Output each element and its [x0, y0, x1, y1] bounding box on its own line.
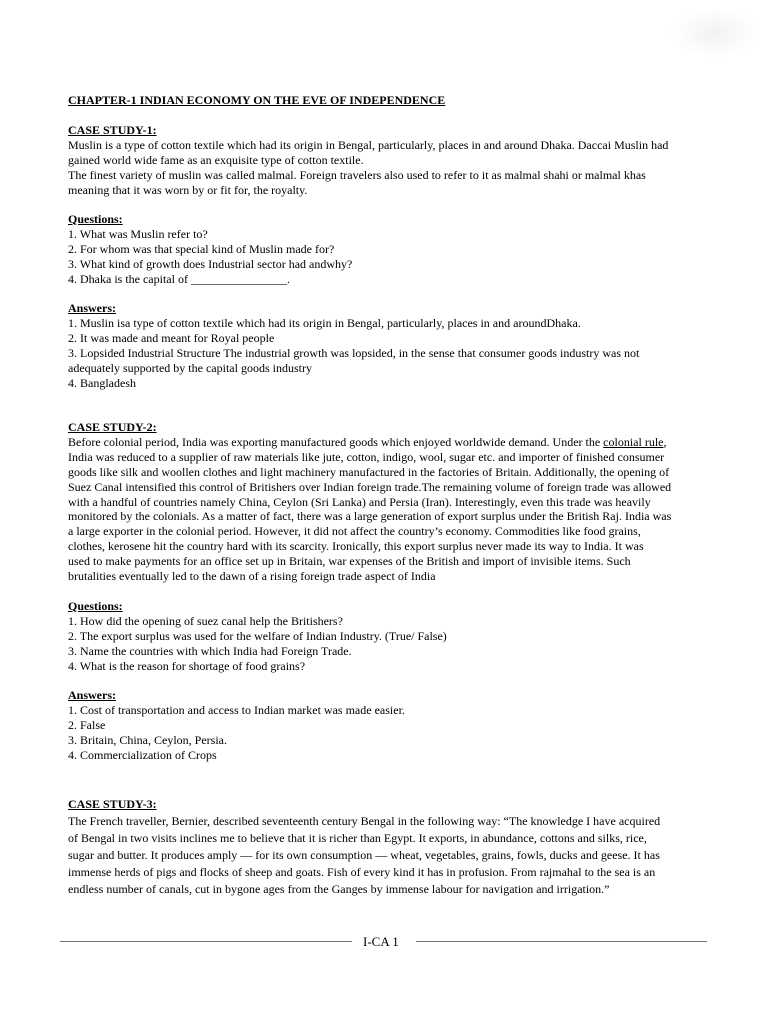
- answers-heading: Answers:: [68, 301, 116, 315]
- case-study-2-heading: CASE STUDY-2:: [68, 420, 157, 434]
- answers-heading: Answers:: [68, 688, 116, 702]
- cs2-para-line: used to make payments for an office set up in Britain, war expenses of the British and import of invisible items. Such: [68, 554, 631, 569]
- cs2-para-line: India was reduced to a supplier of raw materials like jute, cotton, indigo, wool, sugar etc. and importer of finished consumer: [68, 449, 665, 464]
- question-item: 3. Name the countries with which India had Foreign Trade.: [68, 643, 352, 658]
- cs3-para-line: sugar and butter. It produces amply — for its own consumption — wheat, vegetables, grains, fowls, ducks and geese. It has: [68, 847, 660, 862]
- cs2-para-line: Suez Canal intensified this control of Britishers over Indian foreign trade.The remaining volume of foreign trade was allowed: [68, 479, 672, 494]
- cs2-para-line: a large exporter in the colonial period. However, it did not affect the country’s economy. Commodities like food grains,: [68, 524, 641, 539]
- cs2-para-line: with a handful of countries namely China, Ceylon (Sri Lanka) and Persia (Iran). Interestingly, even this trade was heavily: [68, 494, 651, 509]
- cs1-para-line: meaning that it was worn by or fit for, the royalty.: [68, 182, 308, 197]
- answer-item: 4. Commercialization of Crops: [68, 747, 217, 762]
- answer-item: 3. Lopsided Industrial Structure The industrial growth was lopsided, in the sense that consumer goods industry was not: [68, 345, 640, 360]
- cs1-para-line: The finest variety of muslin was called malmal. Foreign travelers also used to refer to it as malmal shahi or malmal khas: [68, 167, 646, 182]
- question-item: 4. What is the reason for shortage of food grains?: [68, 658, 306, 673]
- questions-heading: Questions:: [68, 599, 123, 613]
- cs3-para-line: of Bengal in two visits inclines me to believe that it is richer than Egypt. It exports, in abundance, cottons and silks, rice,: [68, 830, 647, 845]
- question-item: 4. Dhaka is the capital of ________________.: [68, 271, 290, 286]
- answer-item: 3. Britain, China, Ceylon, Persia.: [68, 732, 227, 747]
- answer-item: 2. It was made and meant for Royal people: [68, 330, 275, 345]
- cs2-questions: [68, 599, 447, 674]
- case-study-3: [68, 797, 660, 898]
- cs2-para-line: monitored by the colonials. As a matter of fact, there was a large generation of export surplus under the British Raj. India was: [68, 509, 672, 524]
- footer-rule-left: [60, 941, 352, 942]
- answer-item: 4. Bangladesh: [68, 375, 136, 390]
- answer-item: 1. Cost of transportation and access to Indian market was made easier.: [68, 702, 405, 717]
- cs1-para-line: Muslin is a type of cotton textile which had its origin in Bengal, particularly, places in and around Dhaka. Daccai Muslin had: [68, 137, 669, 152]
- cs3-para-line: immense herds of pigs and flocks of sheep and goats. Fish of every kind it has in profusion. From rajmahal to the sea is an: [68, 864, 656, 879]
- footer-rule-right: [416, 941, 707, 942]
- cs2-answers: [68, 688, 405, 763]
- footer-page-label: I-CA 1: [363, 934, 399, 949]
- question-item: 1. What was Muslin refer to?: [68, 226, 208, 241]
- answer-item: adequately supported by the capital goods industry: [68, 360, 312, 375]
- cs2-para-line: goods like silk and woollen clothes and light machinery manufactured in the factories of Britain. Additionally, the opening of: [68, 464, 670, 479]
- case-study-2: [68, 420, 671, 584]
- answer-item: 1. Muslin isa type of cotton textile which had its origin in Bengal, particularly, places in and aroundDhaka.: [68, 315, 581, 330]
- cs2-para-line: clothes, kerosene hit the country hard with its scarcity. Ironically, this export surplus never made its way to India. It was: [68, 539, 644, 554]
- cs2-para-line: brutalities eventually led to the dawn of a rising foreign trade aspect of India: [68, 569, 436, 584]
- chapter-title: CHAPTER-1 INDIAN ECONOMY ON THE EVE OF INDEPENDENCE: [68, 93, 446, 107]
- cs1-para-line: gained world wide fame as an exquisite type of cotton textile.: [68, 152, 364, 167]
- cs1-answers: [68, 301, 639, 390]
- question-item: 1. How did the opening of suez canal help the Britishers?: [68, 613, 343, 628]
- colonial-rule-link[interactable]: colonial rule: [603, 434, 664, 449]
- question-item: 2. For whom was that special kind of Muslin made for?: [68, 241, 335, 256]
- question-item: 3. What kind of growth does Industrial sector had andwhy?: [68, 256, 353, 271]
- case-study-3-heading: CASE STUDY-3:: [68, 797, 157, 811]
- cs2-para-text: Before colonial period, India was exporting manufactured goods which enjoyed worldwide demand. Under the: [68, 434, 604, 449]
- answer-item: 2. False: [68, 717, 106, 732]
- case-study-1: [68, 123, 668, 198]
- cs2-para-line: [68, 435, 671, 450]
- questions-heading: Questions:: [68, 212, 123, 226]
- case-study-1-heading: CASE STUDY-1:: [68, 123, 157, 137]
- scan-smudge: [670, 8, 760, 58]
- cs3-para-line: The French traveller, Bernier, described seventeenth century Bengal in the following way: “The knowledge I have acquired: [68, 813, 661, 828]
- cs1-questions: [68, 212, 352, 287]
- cs3-para-line: endless number of canals, cut in bygone ages from the Ganges by immense labour for navigation and irrigation.”: [68, 881, 610, 896]
- question-item: 2. The export surplus was used for the welfare of Indian Industry. (True/ False): [68, 628, 447, 643]
- cs2-para-text: ,: [663, 434, 667, 449]
